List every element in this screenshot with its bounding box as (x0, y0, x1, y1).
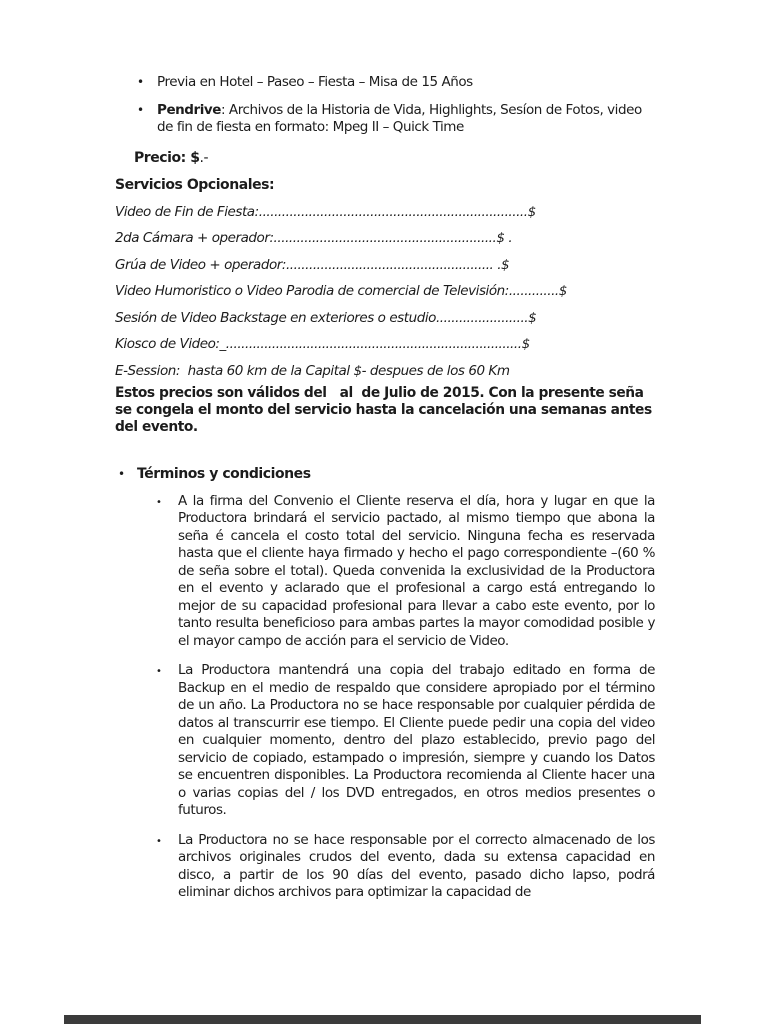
service-line-grua: Grúa de Video + operador:...................................................... .$ (115, 256, 510, 273)
term-item-almacenado (115, 832, 656, 902)
service-line-e-session: E-Session: hasta 60 km de la Capital $- despues de los 60 Km (115, 362, 510, 379)
term-item-backup (115, 662, 656, 820)
terms-heading (115, 466, 656, 484)
document-content (115, 74, 656, 914)
term-item-reserva (115, 493, 656, 651)
price-label: Precio: $ (134, 149, 200, 166)
price-suffix: .- (199, 149, 209, 166)
service-line-backstage: Sesión de Video Backstage en exteriores o estudio........................$ (115, 309, 537, 326)
bullet-icon: • (137, 102, 144, 117)
service-line-kiosco: Kiosco de Video:_.............................................................................$ (115, 336, 530, 352)
bullet-icon: • (156, 496, 162, 508)
optional-services-heading: Servicios Opcionales: (115, 177, 275, 193)
price-line (115, 150, 656, 168)
terms-heading-text: Términos y condiciones (137, 466, 311, 482)
term-item-reserva-text: A la firma del Convenio el Cliente reserva el día, hora y lugar en que la Productora brindará el servicio pactado, al mismo tiempo que abona la seña é cancela el costo total del servicio. Ninguna fecha es reservada hasta que el cliente haya firmado y hecho el pago correspondiente –(60 % de seña sobre el total). Queda convenida la exclusividad de la Productora en el evento y aclarado que el profesional a cargo está entregando lo mejor de su capacidad profesional para llevar a cabo este evento, por lo tanto resulta beneficioso para ambas partes la mayor comodidad posible y el mayor campo de acción para el servicio de Video. (178, 492, 655, 649)
service-line-fin-de-fiesta: Video de Fin de Fiesta:......................................................................$ (115, 203, 536, 220)
next-page-edge (64, 1015, 701, 1024)
list-item-previa-text: Previa en Hotel – Paseo – Fiesta – Misa de 15 Años (157, 74, 473, 90)
price-validity-note: Estos precios son válidos del al de Julio de 2015. Con la presente seña se congela el monto del servicio hasta la cancelación una semanas antes del evento. (115, 385, 657, 435)
pendrive-label: Pendrive (157, 101, 221, 118)
list-item-pendrive (115, 102, 656, 137)
service-line-2da-camara: 2da Cámara + operador:..........................................................$ . (115, 230, 513, 246)
list-item-previa (115, 74, 656, 92)
bullet-icon: • (156, 835, 162, 847)
list-item-pendrive-text (157, 102, 642, 136)
term-item-backup-text: La Productora mantendrá una copia del trabajo editado en forma de Backup en el medio de respaldo que considere apropiado por el término de un año. La Productora no se hace responsable por cualquier pérdida de datos al transcurrir ese tiempo. El Cliente puede pedir una copia del video en cualquier momento, dentro del plazo establecido, previo pago del servicio de copiado, estampado o impresión, siempre y cuando los Datos se encuentren disponibles. La Productora recomienda al Cliente hacer una o varias copias del / los DVD entregados, en otros medios presentes o futuros. (178, 662, 655, 818)
service-line-video-humoristico: Video Humoristico o Video Parodia de comercial de Televisión:.............$ (115, 283, 567, 299)
bullet-icon: • (156, 666, 162, 677)
bullet-icon: • (137, 75, 144, 89)
bullet-icon: • (118, 467, 125, 481)
pendrive-description: : Archivos de la Historia de Vida, Highlights, Sesíon de Fotos, video de fin de fiesta en formato: Mpeg II – Quick Time (157, 101, 642, 135)
term-item-almacenado-text: La Productora no se hace responsable por el correcto almacenado de los archivos originales crudos del evento, dada su extensa capacidad en disco, a partir de los 90 días del evento, pasado dicho lapso, podrá eliminar dichos archivos para optimizar la capacidad de (178, 831, 655, 900)
